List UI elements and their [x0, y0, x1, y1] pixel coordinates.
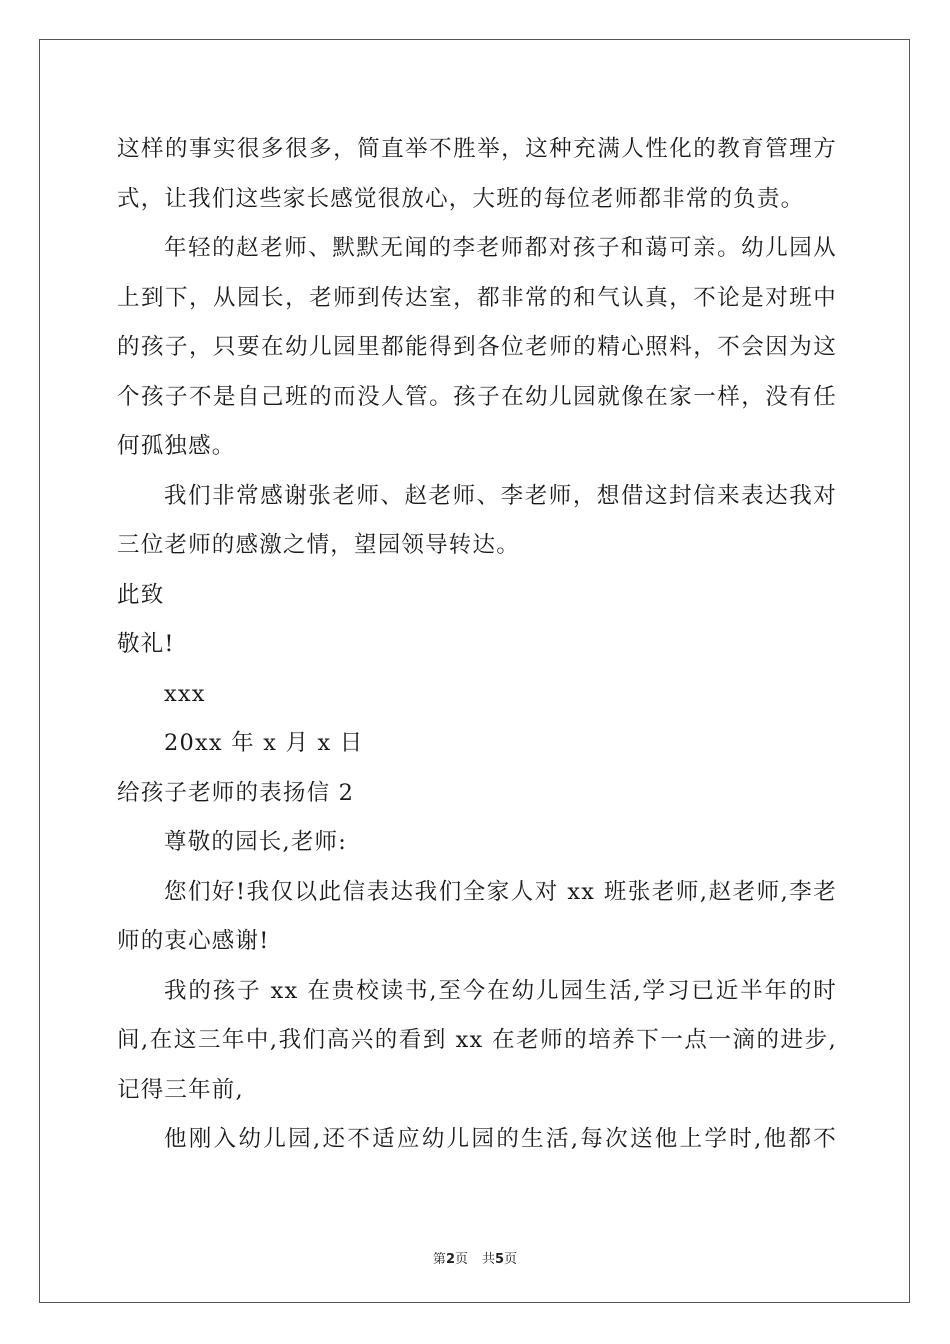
- total-pages: 5: [495, 1252, 505, 1267]
- paragraph-line: 记得三年前,: [117, 1076, 244, 1103]
- paragraph-line: 我们非常感谢张老师、赵老师、李老师，想借这封信来表达我对: [164, 482, 837, 509]
- total-prefix: 共: [482, 1252, 496, 1267]
- page-prefix: 第: [432, 1252, 446, 1267]
- total-suffix: 页: [504, 1252, 518, 1267]
- page-suffix: 页: [454, 1252, 468, 1267]
- paragraph-line: 何孤独感。: [117, 433, 236, 459]
- paragraph-line: 师的衷心感谢!: [117, 928, 270, 954]
- signature-name: xxx: [164, 680, 206, 707]
- section-title: 给孩子老师的表扬信 2: [117, 779, 355, 806]
- paragraph-line: 的孩子，只要在幼儿园里都能得到各位老师的精心照料，不会因为这: [117, 334, 837, 360]
- document-body: [117, 125, 837, 1165]
- page-number: 2: [445, 1252, 455, 1267]
- letter-greeting: 尊敬的园长,老师:: [164, 829, 348, 855]
- paragraph-line: 个孩子不是自己班的而没人管。孩子在幼儿园就像在家一样，没有任: [117, 383, 837, 410]
- paragraph-line: 间,在这三年中,我们高兴的看到 xx 在老师的培养下一点一滴的进步,: [117, 1027, 837, 1053]
- paragraph-line: 您们好!我仅以此信表达我们全家人对 xx 班张老师,赵老师,李老: [164, 878, 837, 905]
- paragraph-line: 我的孩子 xx 在贵校读书,至今在幼儿园生活,学习已近半年的时: [164, 977, 837, 1004]
- closing-regards: 敬礼!: [117, 631, 175, 657]
- paragraph-line: 这样的事实很多很多，简直举不胜举，这种充满人性化的教育管理方: [117, 136, 837, 162]
- signature-date: 20xx 年 x 月 x 日: [164, 730, 364, 756]
- page-footer: [0, 1248, 950, 1267]
- paragraph-line: 他刚入幼儿园,还不适应幼儿园的生活,每次送他上学时,他都不: [164, 1126, 837, 1152]
- paragraph-line: 三位老师的感激之情，望园领导转达。: [117, 532, 520, 558]
- paragraph-line: 上到下，从园长，老师到传达室，都非常的和气认真，不论是对班中: [117, 284, 837, 311]
- closing-salutation: 此致: [117, 581, 165, 608]
- paragraph-line: 式，让我们这些家长感觉很放心，大班的每位老师都非常的负责。: [117, 185, 805, 212]
- paragraph-line: 年轻的赵老师、默默无闻的李老师都对孩子和蔼可亲。幼儿园从: [164, 235, 837, 261]
